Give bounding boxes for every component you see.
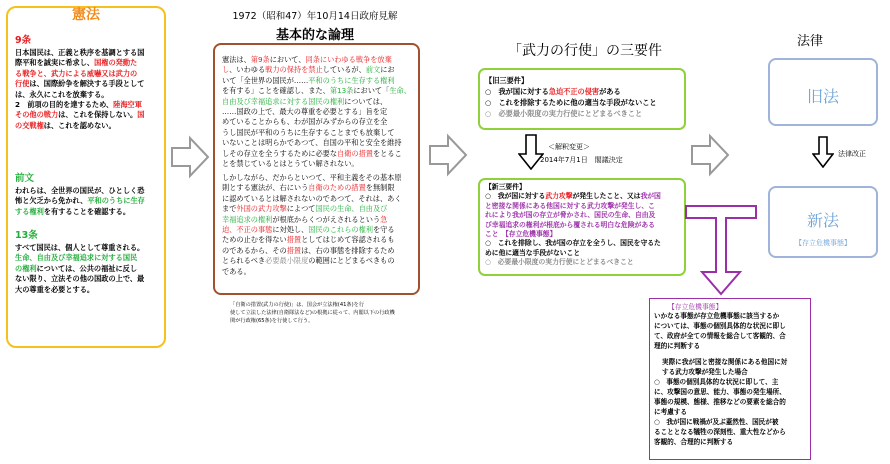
constitution-line: 日本国民は、正義と秩序を基調とする国 (15, 48, 145, 57)
constitution-section-heading: 前文 (15, 173, 35, 184)
arrow-right-icon (170, 135, 210, 179)
crisis-note-line: については、事態の個別具体的な状況に即し (654, 322, 786, 330)
government-view-date: 1972（昭和47）年10月14日政府見解 (232, 11, 398, 22)
basic-logic-line: のであるから、その措置は、右の事態を排除するため (222, 245, 395, 255)
footnote-line: 「自衛の措置(武力の行使)」は、国会が立法権(41条)を行 (230, 302, 365, 308)
constitution-section-heading: 9条 (15, 35, 32, 46)
constitution-line: われらは、全世界の国民が、ひとしく恐 (15, 186, 145, 195)
basic-logic-line: 則とする憲法が、右にいう自衛のための措置を無制限 (222, 183, 395, 193)
basic-logic-line: である。 (222, 266, 251, 276)
constitution-line: 大の尊重を必要とする。 (15, 284, 95, 294)
new-requirement-item: れにより我が国の存立が脅かされ、国民の生命、自由及 (485, 211, 656, 220)
self-defense-footnote (230, 301, 395, 325)
basic-logic-line: ……国政の上で、最大の尊重を必要とする」旨を定 (222, 107, 388, 117)
basic-logic-line: に認めているとは解されないのであつて、それは、あく (222, 193, 402, 203)
crisis-note-line: に、攻撃国の意思、能力、事態の発生場所、 (654, 388, 786, 396)
basic-logic-line: しかしながら、だからといつて、平和主義をその基本原 (222, 173, 402, 182)
old-requirements-label: 【旧三要件】 (485, 76, 529, 85)
crisis-note-line: ることとなる犠牲の深刻性、重大性などから (654, 428, 786, 436)
old-requirements-list (485, 75, 657, 119)
constitution-section (15, 227, 144, 295)
old-requirement-item: ○ 必要最小限度の実力行使にとどまるべきこと (485, 109, 643, 118)
constitution-section-heading: 13条 (15, 230, 38, 241)
basic-logic-line: しその存立を全うするために必要な自衛の措置をとるこ (222, 148, 402, 158)
constitution-line: 生命、自由及び幸福追求に対する国民 (15, 253, 138, 263)
constitution-line: る戦争と、武力による威嚇又は武力の (15, 68, 138, 78)
constitution-line: その他の戦力は、これを保持しない。国 (15, 110, 145, 120)
constitution-line: の交戦権は、これを認めない。 (15, 120, 116, 130)
old-requirement-item: ○ これを排除するために他の適当な手段がないこと (485, 98, 657, 107)
footnote-line: 関が行政権(65条)を行使して行う。 (230, 318, 314, 324)
basic-logic-line: とられるべき必要最小限度の範囲にとどまるべきもの (222, 256, 395, 266)
constitution-line: すべて国民は、個人として尊重される。 (15, 243, 145, 252)
basic-logic-line: を有する」ことを確認し、また、第13条において「生命、 (222, 86, 411, 96)
constitution-line: 行使は、国際紛争を解決する手段として (15, 79, 145, 89)
crisis-note-line: いかなる事態が存立危機事態に該当するか (654, 312, 780, 320)
old-requirement-item: ○ 我が国に対する急迫不正の侵害がある (485, 87, 621, 96)
arrow-down-icon (812, 136, 834, 168)
constitution-line: は、永久にこれを放棄する。 (15, 89, 109, 99)
basic-logic-line: 自由及び幸福追求に対する国民の権利については、 (222, 96, 388, 106)
basic-logic-line: ための止むを得ない措置としてはじめて容認されるも (222, 235, 395, 245)
crisis-situation-text (654, 311, 787, 447)
constitution-line: 2 前項の目的を達するため、陸海空軍 (15, 100, 142, 110)
arrow-right-icon (428, 133, 468, 177)
constitution-line: ない限り、立法その他の国政の上で、最 (15, 274, 145, 284)
interpretation-change-label: ＜解釈変更＞ (548, 143, 590, 151)
basic-logic-line: いて「全世界の国民が……平和のうちに生存する権利 (222, 75, 395, 85)
crisis-note-line: に考慮する (654, 408, 687, 416)
new-requirement-item: こと 【存立危機事態】 (485, 230, 557, 239)
new-requirement-item: ○ これを排除し、我が国の存立を全うし、国民を守るた (485, 239, 661, 248)
new-requirement-item: ○ 必要最小限度の実力行使にとどまるべきこと (485, 258, 634, 267)
crisis-note-line: 事態の規模、態様、推移などの要素を総合的 (654, 398, 786, 406)
new-law-label: 新法 (806, 211, 839, 230)
three-requirements-title: 「武力の行使」の三要件 (508, 43, 662, 59)
basic-logic-line: とを禁じているとはとうてい解されない。 (222, 159, 359, 169)
new-requirement-item: び幸福追求の権利が根底から覆される明白な危険がある (485, 220, 655, 229)
arrow-right-icon (690, 133, 730, 177)
crisis-note-line: 理的に判断する (654, 342, 701, 350)
crisis-note-line: 客観的、合理的に判断する (654, 438, 734, 446)
footnote-line: 使して立法した法律(自衛隊法など)の根拠に従って、内閣以下の行政機 (230, 310, 395, 316)
cabinet-decision-date: 2014年7月1日 閣議決定 (540, 156, 623, 164)
basic-logic-line: 幸福追求の権利が根底からくつがえされるという急 (222, 214, 388, 224)
constitution-line: 怖と欠乏から免かれ、平和のうちに生存 (15, 196, 145, 206)
crisis-situation-label: 【存立危機事態】 (668, 303, 723, 311)
old-law-label: 旧法 (806, 87, 839, 106)
basic-logic-line: まで外国の武力攻撃によつて国民の生命、自由及び (222, 204, 388, 214)
new-requirement-item: と密接な関係にある他国に対する武力攻撃が発生し、こ (485, 201, 655, 210)
constitution-section (15, 170, 145, 217)
basic-logic-line: めていることからも、わが国がみずからの存立を全 (222, 117, 388, 127)
basic-logic-paragraph-2 (222, 173, 402, 277)
crisis-note-line: ○ 事態の個別具体的な状況に即して、主 (654, 378, 779, 386)
constitution-line: する権利を有することを確認する。 (15, 206, 131, 216)
basic-logic-line: うし国民が平和のうちに生存することまでも放棄して (222, 127, 395, 137)
basic-logic-line: いないことは明らかであつて、自国の平和と安全を維持 (222, 138, 402, 148)
new-requirements-label: 【新三要件】 (485, 183, 526, 191)
basic-logic-line: 憲法は、第9条において、同条にいわゆる戦争を放棄 (222, 55, 392, 64)
basic-logic-line: 迫、不正の事態に対処し、国民のこれらの権利を守る (222, 225, 395, 235)
crisis-link-arrow-icon (678, 204, 763, 296)
new-requirements-list (485, 183, 661, 268)
new-law-crisis-label: 【存立危機事態】 (795, 239, 851, 247)
new-requirement-item: めに他に適当な手段がないこと (485, 248, 581, 257)
constitution-title: 憲法 (72, 7, 100, 23)
crisis-note-line: ○ 我が国に戦禍が及ぶ蓋然性、国民が被 (654, 418, 779, 426)
basic-logic-title: 基本的な論理 (275, 28, 354, 43)
constitution-section (15, 32, 144, 131)
law-title: 法律 (796, 34, 823, 49)
crisis-note-line: 実際に我が国と密接な関係にある他国に対 (662, 358, 788, 366)
constitution-line: の権利については、公共の福祉に反し (15, 263, 138, 273)
constitution-line: 際平和を誠実に希求し、国権の発動た (15, 58, 138, 68)
law-revision-label: 法律改正 (838, 150, 866, 158)
basic-logic-paragraph-1 (222, 55, 411, 169)
new-requirement-item: ○ 我が国に対する武力攻撃が発生したこと、又は我が国 (485, 192, 661, 201)
basic-logic-line: し、いわゆる戦力の保持を禁止しているが、前文にお (222, 65, 395, 75)
crisis-note-line: する武力攻撃が発生した場合 (662, 368, 748, 376)
crisis-note-line: て、政府が全ての情報を総合して客観的、合 (654, 332, 786, 340)
